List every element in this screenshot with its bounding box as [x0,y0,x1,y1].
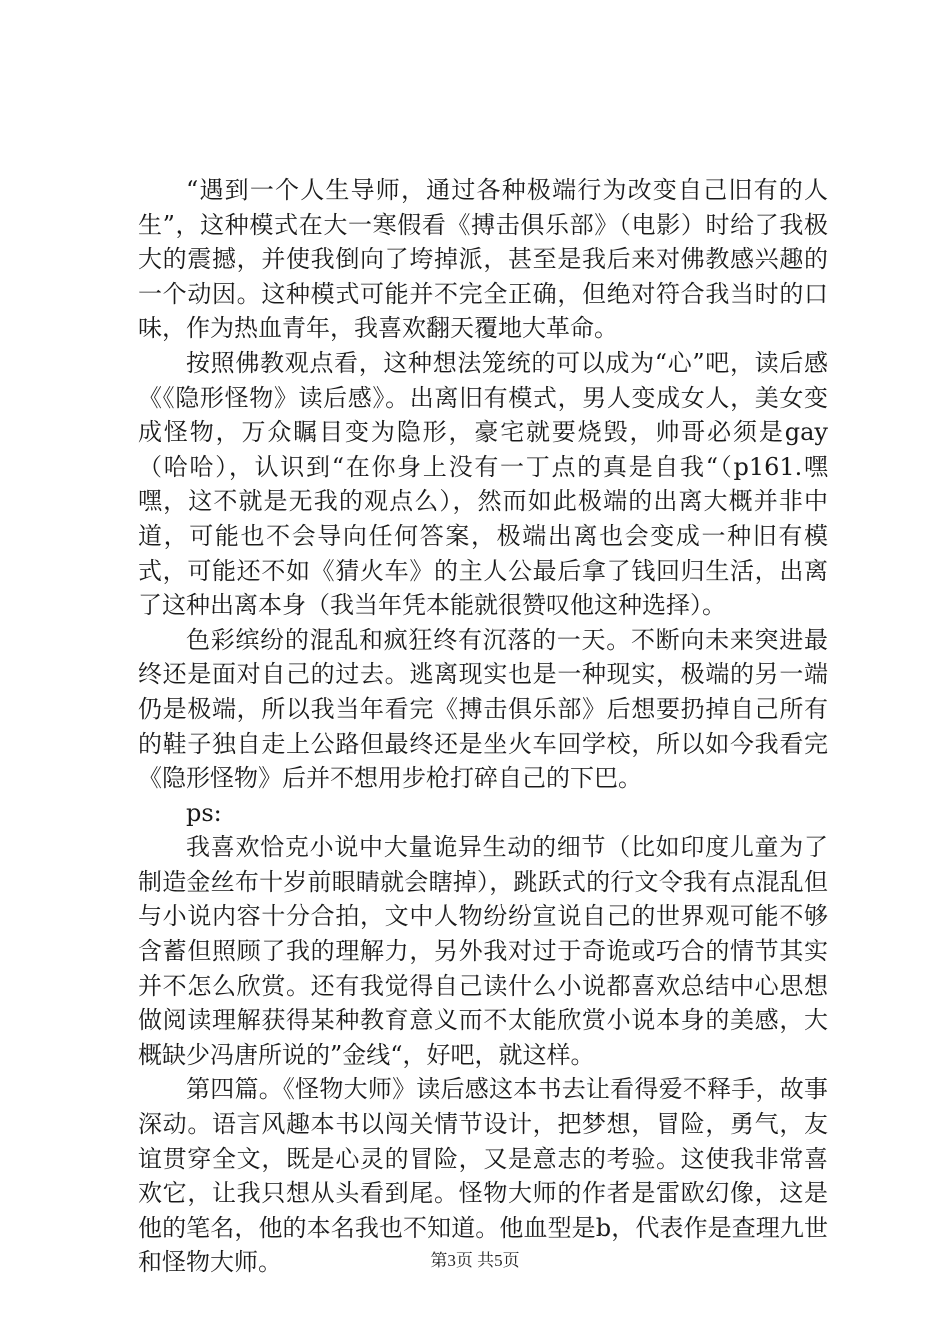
paragraph-3: 色彩缤纷的混乱和疯狂终有沉落的一天。不断向未来突进最终还是面对自己的过去。逃离现实也是一种现实，极端的另一端仍是极端，所以我当年看完《搏击俱乐部》后想要扔掉自己所有的鞋子独自走上公路但最终还是坐火车回学校，所以如今我看完《隐形怪物》后并不想用步枪打碎自己的下巴。 [138,625,828,793]
document-body [138,173,828,1280]
paragraph-2: 按照佛教观点看，这种想法笼统的可以成为“心”吧，读后感《《隐形怪物》读后感》。出离旧有模式，男人变成女人，美女变成怪物，万众瞩目变为隐形，豪宅就要烧毁，帅哥必须是gay（哈哈），认识到“在你身上没有一丁点的真是自我“（p161.嘿嘿，这不就是无我的观点么），然而如此极端的出离大概并非中道，可能也不会导向任何答案，极端出离也会变成一种旧有模式，可能还不如《猜火车》的主人公最后拿了钱回归生活，出离了这种出离本身（我当年凭本能就很赞叹他这种选择）。 [138,348,828,620]
paragraph-1: “遇到一个人生导师，通过各种极端行为改变自己旧有的人生”，这种模式在大一寒假看《搏击俱乐部》（电影）时给了我极大的震撼，并使我倒向了垮掉派，甚至是我后来对佛教感兴趣的一个动因。这种模式可能并不完全正确，但绝对符合我当时的口味，作为热血青年，我喜欢翻天覆地大革命。 [138,176,828,343]
paragraph-ps: ps: [186,798,222,827]
page-footer: 第3页 共5页 [430,1251,520,1270]
paragraph-5: 第四篇。《怪物大师》读后感这本书去让看得爱不释手，故事深动。语言风趣本书以闯关情节设计，把梦想，冒险，勇气，友谊贯穿全文，既是心灵的冒险，又是意志的考验。这使我非常喜欢它，让我只想从头看到尾。怪物大师的作者是雷欧幻像，这是他的笔名，他的本名我也不知道。他血型是b，代表作是查理九世和怪物大师。 [138,1075,828,1277]
paragraph-4: 我喜欢恰克小说中大量诡异生动的细节（比如印度儿童为了制造金丝布十岁前眼睛就会瞎掉），跳跃式的行文令我有点混乱但与小说内容十分合拍，文中人物纷纷宣说自己的世界观可能不够含蓄但照顾了我的理解力，另外我对过于奇诡或巧合的情节其实并不怎么欣赏。还有我觉得自己读什么小说都喜欢总结中心思想做阅读理解获得某种教育意义而不太能欣赏小说本身的美感，大概缺少冯唐所说的”金线“，好吧，就这样。 [138,833,828,1069]
